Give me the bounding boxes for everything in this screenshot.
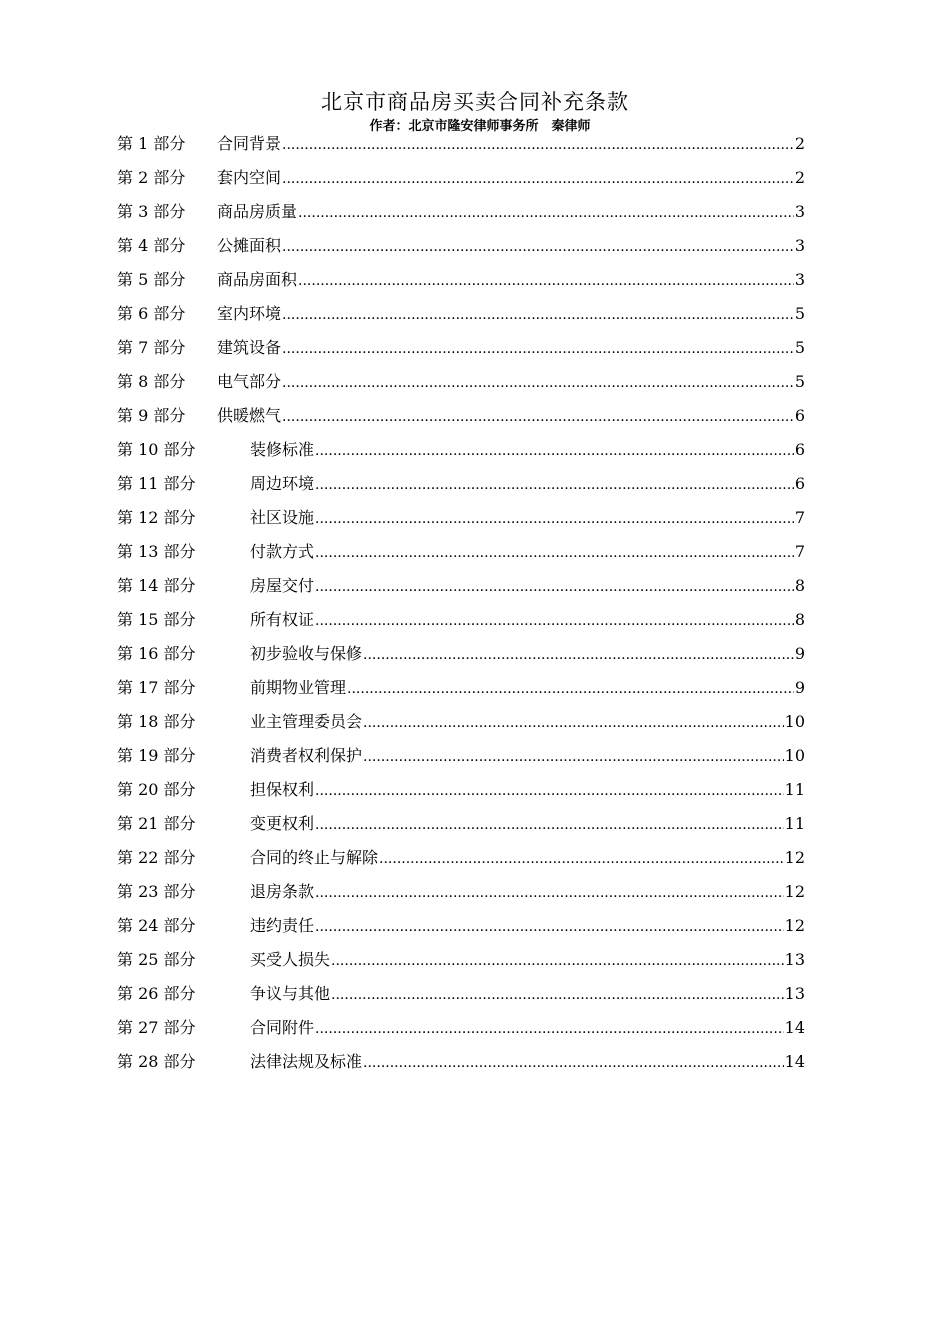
toc-dot-leader [315, 1015, 784, 1043]
toc-dot-leader [298, 199, 794, 227]
toc-entry-number: 第 24 部分 [117, 916, 196, 935]
toc-entry[interactable] [117, 368, 805, 402]
toc-dot-leader [363, 1049, 784, 1077]
toc-entry-title: 变更权利 [250, 814, 315, 833]
toc-entry-page: 10 [784, 746, 805, 765]
toc-entry-page: 5 [794, 338, 805, 357]
toc-entry-title: 公摊面积 [217, 236, 282, 255]
toc-entry-number: 第 11 部分 [117, 474, 196, 493]
toc-dot-leader [282, 335, 794, 363]
toc-entry-title: 违约责任 [250, 916, 315, 935]
toc-dot-leader [282, 369, 794, 397]
toc-entry-title: 合同的终止与解除 [250, 848, 379, 867]
toc-entry-number: 第 27 部分 [117, 1018, 196, 1037]
author-line: 作者：北京市隆安律师事务所 秦律师 [369, 119, 591, 134]
toc-entry[interactable] [117, 980, 805, 1014]
toc-dot-leader [315, 811, 784, 839]
toc-dot-leader [315, 471, 794, 499]
toc-entry-title: 房屋交付 [250, 576, 315, 595]
toc-entry-page: 3 [794, 202, 805, 221]
toc-entry-title: 商品房面积 [217, 270, 298, 289]
toc-entry-page: 8 [794, 610, 805, 629]
toc-entry-page: 7 [794, 542, 805, 561]
toc-entry[interactable] [117, 946, 805, 980]
toc-entry-number: 第 12 部分 [117, 508, 196, 527]
toc-dot-leader [331, 981, 784, 1009]
toc-entry[interactable] [117, 742, 805, 776]
toc-entry[interactable] [117, 708, 805, 742]
toc-entry[interactable] [117, 674, 805, 708]
document-title: 北京市商品房买卖合同补充条款 [321, 90, 629, 114]
toc-entry-number: 第 16 部分 [117, 644, 196, 663]
toc-entry-title: 建筑设备 [217, 338, 282, 357]
toc-dot-leader [315, 505, 794, 533]
toc-entry-number: 第 9 部分 [117, 406, 186, 425]
toc-entry-page: 6 [794, 440, 805, 459]
toc-entry-number: 第 17 部分 [117, 678, 196, 697]
toc-entry[interactable] [117, 640, 805, 674]
toc-entry-page: 2 [794, 168, 805, 187]
toc-dot-leader [282, 233, 794, 261]
toc-entry-title: 前期物业管理 [250, 678, 347, 697]
toc-entry-page: 6 [794, 406, 805, 425]
toc-entry-number: 第 8 部分 [117, 372, 186, 391]
toc-entry[interactable] [117, 232, 805, 266]
toc-entry-page: 14 [784, 1052, 805, 1071]
toc-entry-number: 第 7 部分 [117, 338, 186, 357]
toc-entry-number: 第 21 部分 [117, 814, 196, 833]
toc-entry[interactable] [117, 164, 805, 198]
toc-dot-leader [347, 675, 794, 703]
toc-dot-leader [315, 539, 794, 567]
toc-entry[interactable] [117, 776, 805, 810]
toc-entry-title: 消费者权利保护 [250, 746, 363, 765]
toc-entry-number: 第 25 部分 [117, 950, 196, 969]
toc-entry-title: 退房条款 [250, 882, 315, 901]
toc-entry-number: 第 2 部分 [117, 168, 186, 187]
toc-entry[interactable] [117, 470, 805, 504]
toc-entry-page: 13 [784, 950, 805, 969]
toc-entry-title: 买受人损失 [250, 950, 331, 969]
toc-entry-page: 12 [784, 848, 805, 867]
toc-entry-title: 装修标准 [250, 440, 315, 459]
toc-entry[interactable] [117, 606, 805, 640]
toc-entry-number: 第 5 部分 [117, 270, 186, 289]
toc-entry[interactable] [117, 198, 805, 232]
toc-entry-number: 第 20 部分 [117, 780, 196, 799]
toc-entry-page: 8 [794, 576, 805, 595]
toc-entry-page: 5 [794, 304, 805, 323]
toc-entry-title: 周边环境 [250, 474, 315, 493]
toc-entry-number: 第 28 部分 [117, 1052, 196, 1071]
toc-entry-page: 12 [784, 882, 805, 901]
toc-entry-page: 3 [794, 270, 805, 289]
toc-entry[interactable] [117, 504, 805, 538]
toc-entry[interactable] [117, 1014, 805, 1048]
toc-entry-number: 第 1 部分 [117, 134, 186, 153]
toc-entry-number: 第 3 部分 [117, 202, 186, 221]
toc-entry-title: 争议与其他 [250, 984, 331, 1003]
toc-dot-leader [315, 879, 784, 907]
toc-entry-page: 11 [784, 814, 805, 833]
toc-dot-leader [282, 165, 794, 193]
toc-dot-leader [379, 845, 784, 873]
toc-entry[interactable] [117, 130, 805, 164]
toc-entry-title: 合同附件 [250, 1018, 315, 1037]
toc-dot-leader [363, 641, 794, 669]
toc-entry-number: 第 15 部分 [117, 610, 196, 629]
toc-entry-title: 电气部分 [217, 372, 282, 391]
toc-dot-leader [282, 403, 794, 431]
toc-entry[interactable] [117, 912, 805, 946]
toc-dot-leader [315, 573, 794, 601]
toc-entry[interactable] [117, 300, 805, 334]
toc-entry-page: 9 [794, 644, 805, 663]
toc-entry-page: 6 [794, 474, 805, 493]
toc-entry-page: 9 [794, 678, 805, 697]
toc-entry-page: 13 [784, 984, 805, 1003]
toc-entry-page: 2 [794, 134, 805, 153]
toc-entry-title: 合同背景 [217, 134, 282, 153]
toc-dot-leader [315, 607, 794, 635]
table-of-contents [117, 130, 805, 1082]
toc-entry-title: 社区设施 [250, 508, 315, 527]
toc-entry-number: 第 14 部分 [117, 576, 196, 595]
toc-dot-leader [298, 267, 794, 295]
toc-entry-page: 14 [784, 1018, 805, 1037]
toc-entry-page: 7 [794, 508, 805, 527]
toc-dot-leader [315, 777, 784, 805]
toc-dot-leader [331, 947, 784, 975]
toc-entry-page: 10 [784, 712, 805, 731]
toc-entry-number: 第 18 部分 [117, 712, 196, 731]
toc-entry-number: 第 19 部分 [117, 746, 196, 765]
toc-entry[interactable] [117, 844, 805, 878]
toc-entry-page: 11 [784, 780, 805, 799]
toc-entry[interactable] [117, 878, 805, 912]
toc-entry[interactable] [117, 266, 805, 300]
toc-entry-number: 第 10 部分 [117, 440, 196, 459]
toc-entry[interactable] [117, 538, 805, 572]
toc-entry-number: 第 13 部分 [117, 542, 196, 561]
toc-entry-title: 室内环境 [217, 304, 282, 323]
toc-dot-leader [282, 131, 794, 159]
toc-dot-leader [315, 913, 784, 941]
toc-entry-number: 第 6 部分 [117, 304, 186, 323]
toc-entry-title: 担保权利 [250, 780, 315, 799]
toc-entry-title: 初步验收与保修 [250, 644, 363, 663]
toc-entry-title: 业主管理委员会 [250, 712, 363, 731]
toc-entry-number: 第 26 部分 [117, 984, 196, 1003]
toc-entry-title: 商品房质量 [217, 202, 298, 221]
toc-entry-title: 套内空间 [217, 168, 282, 187]
toc-entry[interactable] [117, 810, 805, 844]
toc-entry-title: 付款方式 [250, 542, 315, 561]
toc-entry-page: 12 [784, 916, 805, 935]
toc-entry-number: 第 4 部分 [117, 236, 186, 255]
toc-entry-number: 第 23 部分 [117, 882, 196, 901]
toc-entry-page: 3 [794, 236, 805, 255]
toc-entry[interactable] [117, 1048, 805, 1082]
toc-entry-title: 供暖燃气 [217, 406, 282, 425]
toc-entry[interactable] [117, 402, 805, 436]
toc-entry[interactable] [117, 436, 805, 470]
toc-entry[interactable] [117, 572, 805, 606]
toc-entry-number: 第 22 部分 [117, 848, 196, 867]
toc-entry-title: 法律法规及标准 [250, 1052, 363, 1071]
toc-dot-leader [363, 743, 784, 771]
toc-dot-leader [282, 301, 794, 329]
toc-entry-title: 所有权证 [250, 610, 315, 629]
toc-dot-leader [315, 437, 794, 465]
toc-entry-page: 5 [794, 372, 805, 391]
toc-dot-leader [363, 709, 784, 737]
toc-entry[interactable] [117, 334, 805, 368]
